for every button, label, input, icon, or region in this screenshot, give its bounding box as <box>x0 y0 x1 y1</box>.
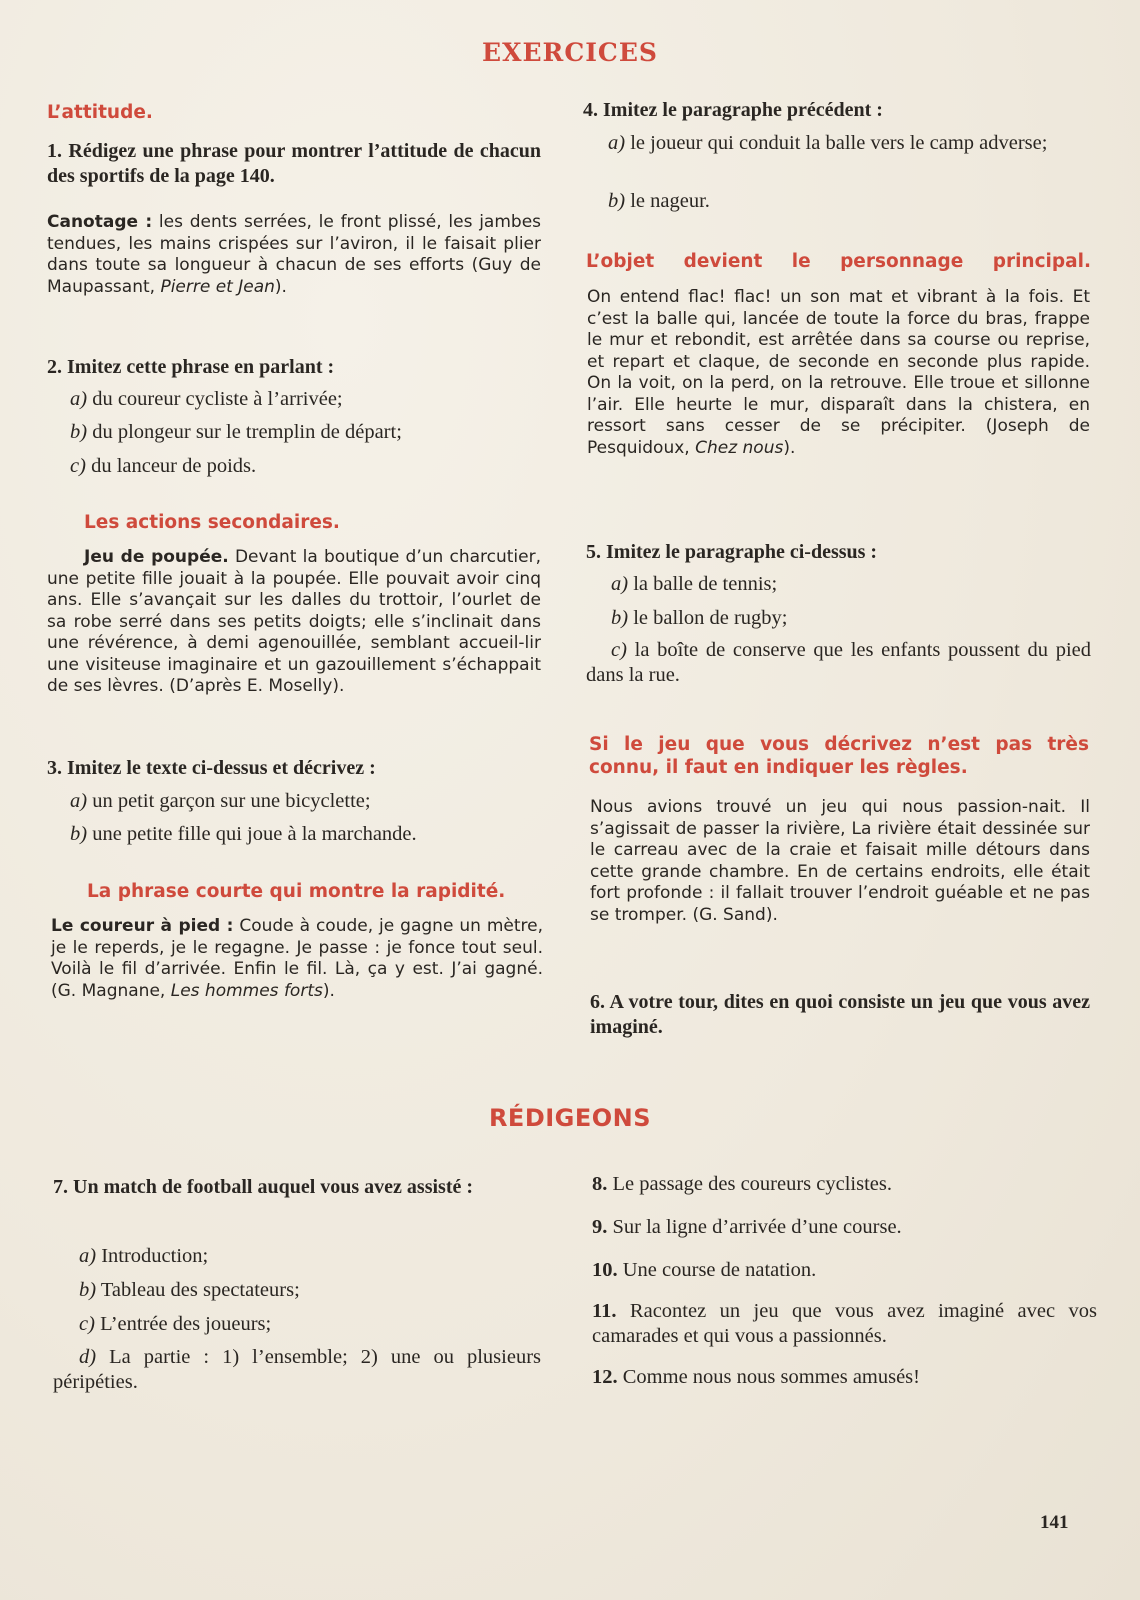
coureur-text: Coude à coude, je gagne un mètre, je le reperds, je le regagne. Je passe : je fonce tout seul. Voilà le fil d’arrivée. Enfin le fil. Là, ça y est. J’ai gagné. (G. Magnane, <box>51 916 544 1001</box>
redigeons-item-8: 8. Le passage des coureurs cyclistes. <box>592 1173 892 1195</box>
riviere-paragraph: Nous avions trouvé un jeu qui nous passion-nait. Il s’agissait de passer la rivière, La rivière était dessinée sur le carreau avec de la craie et faisait mille détours dans cette grande chambre. En de certains endroits, elle était fort profonde : il fallait trouver l’endroit guéable et ne pas se tromper. (G. Sand). <box>590 797 1090 925</box>
coureur-work: Les hommes forts <box>170 980 323 1001</box>
q7-option-a: a) Introduction; <box>79 1245 209 1267</box>
question-2: 2. Imitez cette phrase en parlant : <box>47 356 335 378</box>
canotage-end: ). <box>274 276 287 297</box>
page-number: 141 <box>1040 1512 1069 1533</box>
q4-option-a: a) le joueur qui conduit la balle vers le camp adverse; <box>608 132 1048 154</box>
coureur-paragraph <box>51 916 543 1002</box>
rubric-rapidite: La phrase courte qui montre la rapidité. <box>87 881 506 902</box>
question-3: 3. Imitez le texte ci-dessus et décrivez : <box>47 757 376 779</box>
rubric-regles: Si le jeu que vous décrivez n’est pas très connu, il faut en indiquer les règles. <box>589 734 1089 778</box>
q4-option-b: b) le nageur. <box>608 190 710 212</box>
pelote-text: On entend flac! flac! un son mat et vibrant à la fois. Et c’est la balle qui, lancée de toute la force du bras, frappe le mur et rebondit, est arrêtée dans sa course ou reprise, et repart et claque, de seconde en seconde plus rapide. On la voit, on la perd, on la retrouve. Elle troue et sillonne l’air. Elle heurte le mur, disparaît dans la chistera, en ressort sans cesser de se précipiter. (Joseph de Pesquidoux, <box>587 287 1090 458</box>
canotage-text: les dents serrées, le front plissé, les jambes tendues, les mains crispées sur l’aviron, il le faisait plier dans toute sa longueur à chacun de ses efforts (Guy de Maupassant, <box>47 212 542 297</box>
redigeons-item-11: 11. Racontez un jeu que vous avez imaginé avec vos camarades et qui vous a passionnés. <box>592 1300 1097 1347</box>
rubric-actions-secondaires: Les actions secondaires. <box>84 512 340 533</box>
canotage-work: Pierre et Jean <box>160 276 275 297</box>
q3-option-b: b) une petite fille qui joue à la marchande. <box>70 823 417 845</box>
q5-option-b: b) le ballon de rugby; <box>611 607 788 629</box>
redigeons-item-9: 9. Sur la ligne d’arrivée d’une course. <box>592 1216 902 1238</box>
coureur-label: Le coureur à pied : <box>51 916 234 936</box>
pelote-end: ). <box>783 437 796 458</box>
question-4: 4. Imitez le paragraphe précédent : <box>583 99 883 121</box>
q7-option-b: b) Tableau des spectateurs; <box>79 1279 300 1301</box>
pelote-paragraph <box>587 287 1090 459</box>
q7-option-d: d) La partie : 1) l’ensemble; 2) une ou plusieurs péripéties. <box>53 1346 542 1393</box>
question-7: 7. Un match de football auquel vous avez assisté : <box>53 1176 474 1198</box>
poupee-text: Devant la boutique d’un charcutier, une petite fille jouait à la poupée. Elle pouvait avoir cinq ans. Elle s’avançait sur les dalles du trottoir, l’ourlet de sa robe serré dans ses petits doigts; elle s’inclinait dans une révérence, à demi agenouillée, semblant accueil-lir une visiteuse imaginaire et un gazouillement s’échappait de ses lèvres. (D’après E. Moselly). <box>47 547 541 696</box>
page-title-exercices: EXERCICES <box>482 38 658 67</box>
pelote-work: Chez nous <box>695 437 784 458</box>
question-6: 6. A votre tour, dites en quoi consiste un jeu que vous avez imaginé. <box>590 991 1090 1038</box>
poupee-label: Jeu de poupée. <box>84 547 229 567</box>
canotage-paragraph <box>47 212 541 298</box>
q2-option-c: c) du lanceur de poids. <box>70 455 257 477</box>
question-1: 1. Rédigez une phrase pour montrer l’attitude de chacun des sportifs de la page 140. <box>47 140 541 187</box>
q2-option-b: b) du plongeur sur le tremplin de départ; <box>70 421 402 443</box>
poupee-paragraph <box>47 547 541 698</box>
q2-option-a: a) du coureur cycliste à l’arrivée; <box>70 388 343 410</box>
q3-option-a: a) un petit garçon sur une bicyclette; <box>70 790 371 812</box>
section-title-redigeons: RÉDIGEONS <box>488 1104 652 1132</box>
q5-option-a: a) la balle de tennis; <box>611 573 778 595</box>
q5-option-c: c) la boîte de conserve que les enfants poussent du pied dans la rue. <box>586 639 1091 686</box>
coureur-end: ). <box>322 980 335 1001</box>
q7-option-c: c) L’entrée des joueurs; <box>79 1313 272 1335</box>
redigeons-item-10: 10. Une course de natation. <box>592 1259 817 1281</box>
rubric-objet: L’objet devient le personnage principal. <box>586 251 1091 272</box>
canotage-label: Canotage : <box>47 212 153 232</box>
rubric-attitude: L’attitude. <box>47 102 153 123</box>
redigeons-item-12: 12. Comme nous nous sommes amusés! <box>592 1366 920 1388</box>
question-5: 5. Imitez le paragraphe ci-dessus : <box>586 541 878 563</box>
